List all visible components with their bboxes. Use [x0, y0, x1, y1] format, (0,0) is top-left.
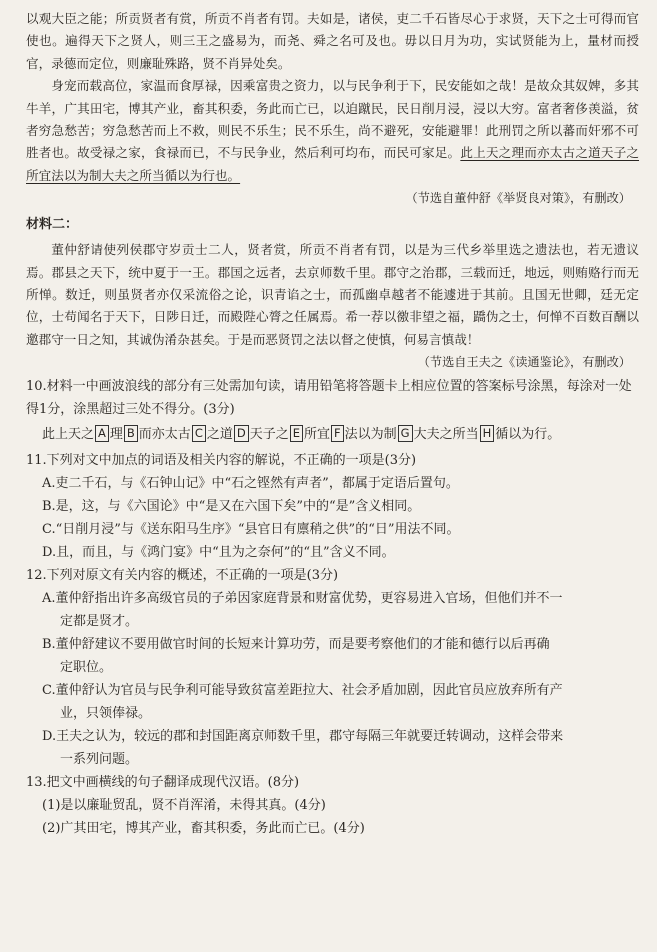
answer-box-e[interactable]: E [290, 425, 303, 442]
answer-box-g[interactable]: G [398, 425, 413, 442]
answer-box-h[interactable]: H [480, 425, 495, 442]
segment: 法以为制 [344, 427, 397, 443]
question-12-option-c-cont: 业，只领俸禄。 [60, 706, 152, 722]
question-12-option-b-cont: 定职位。 [60, 660, 113, 676]
question-13-stem: 13.把文中画横线的句子翻译成现代汉语。(8分) [26, 775, 300, 791]
question-11-option-c[interactable]: C.“日削月浸”与《送东阳马生序》“县官日有廪稍之供”的“日”用法不同。 [42, 522, 460, 538]
question-12-option-a[interactable]: A.董仲舒指出许多高级官员的子弟因家庭背景和财富优势，更容易进入官场，但他们并不一 [42, 591, 563, 607]
question-13-sentence-2: (2)广其田宅，博其产业，畜其积委，务此而亡已。(4分) [42, 821, 365, 837]
question-12-option-a-cont: 定都是贤才。 [60, 614, 139, 630]
segment: 大夫之所当 [413, 427, 479, 443]
question-11-stem: 11.下列对文中加点的词语及相关内容的解说，不正确的一项是(3分) [26, 453, 417, 469]
material1-paragraph-2-text: 身宠而载高位，家温而食厚禄，因乘富贵之资力，以与民争利于下，民安能如之哉！是故众其奴婢，多其牛羊，广其田宅，博其产业，畜其积委，务此而亡已，以迫蹴民，民日削月浸，浸以大穷。富者奢侈羡溢，贫者穷急愁苦；穷急愁苦而上不救，则民不乐生；民不乐生，尚不避死，安能避罪！此刑罚之所以蕃而奸邪不可胜者也。故受禄之家，食禄而已，不与民争业，然后利可均布，而民可家足。 [26, 78, 639, 161]
question-10-stem: 10.材料一中画波浪线的部分有三处需加句读，请用铅笔将答题卡上相应位置的答案标号涂黑，每涂对一处得1分，涂黑超过三处不得分。(3分) [26, 379, 632, 418]
material2-source: （节选自王夫之《读通鉴论》，有删改） [417, 355, 631, 370]
question-12-stem: 12.下列对原文有关内容的概述，不正确的一项是(3分) [26, 568, 339, 584]
material2-heading: 材料二： [26, 217, 79, 233]
material1-paragraph-2 [26, 75, 639, 187]
segment: 所宜 [304, 427, 331, 443]
question-12-option-c[interactable]: C.董仲舒认为官员与民争利可能导致贫富差距拉大、社会矛盾加剧，因此官员应放弃所有产 [42, 683, 563, 699]
question-11-option-d[interactable]: D.且，而且，与《鸿门宴》中“且为之奈何”的“且”含义不同。 [42, 545, 395, 561]
material2-paragraph: 董仲舒请使列侯郡守岁贡士二人，贤者赏，所贡不肖者有罚，以是为三代乡举里选之遗法也，若无遗议焉。郡县之天下，统中夏于一王。郡国之远者，去京师数千里。郡守之治郡，三载而迁，地远，则贿赂行而无所惮。数迁，则虽贤者亦仅采流俗之论，识青谄之士，而孤幽卓越者不能遽进于其前。且国无世卿，廷无定位，士苟闻名于天下，日陟日迁，而殿陛心膂之任属焉。希一荐以徼非望之福，蹻伪之士，何惮不百数百酬以邀郡守一日之知，其诚伪淆杂甚矣。于是而恶贤罚之法以督之使慎，何易言慎哉！ [26, 242, 639, 347]
question-12-option-d[interactable]: D.王夫之认为，较远的郡和封国距离京师数千里，郡守每隔三年就要迁转调动，这样会带来 [42, 729, 564, 745]
question-13-sentence-1: (1)是以廉耻贸乱，贤不肖浑淆，未得其真。(4分) [42, 798, 326, 814]
answer-box-a[interactable]: A [95, 425, 109, 442]
segment: 而亦太古 [138, 427, 191, 443]
material1-source: （节选自董仲舒《举贤良对策》，有删改） [405, 191, 631, 206]
wavy-underlined-sentence: 此上天之理而亦太古之道天子之所宜法以为制大夫之所当循以为行也。 [26, 145, 640, 183]
answer-box-c[interactable]: C [192, 425, 206, 442]
answer-box-d[interactable]: D [234, 425, 249, 442]
segment: 天子之 [249, 427, 289, 443]
question-11-option-b[interactable]: B.是，这，与《六国论》中“是又在六国下矣”中的“是”含义相同。 [42, 499, 421, 515]
segment: 此上天之 [42, 427, 95, 443]
answer-box-b[interactable]: B [124, 425, 138, 442]
material1-paragraph-1: 以观大臣之能；所贡贤者有赏，所贡不肖者有罚。夫如是，诸侯，吏二千石皆尽心于求贤，天下之士可得而官使也。遍得天下之贤人，则三王之盛易为，而尧、舜之名可及也。毋以日月为功，实试贤能为上，量材而授官，录德而定位，则廉耻殊路，贤不肖异处矣。 [26, 11, 639, 71]
punctuation-sequence [42, 423, 639, 447]
question-12-option-b[interactable]: B.董仲舒建议不要用做官时间的长短来计算功劳，而是要考察他们的才能和德行以后再确 [42, 637, 550, 653]
question-12-option-d-cont: 一系列问题。 [60, 752, 139, 768]
segment: 之道 [206, 427, 233, 443]
segment: 理 [109, 427, 123, 443]
question-11-option-a[interactable]: A.吏二千石，与《石钟山记》中“石之铿然有声者”，都属于定语后置句。 [42, 476, 459, 492]
segment: 循以为行。 [495, 427, 561, 443]
answer-box-f[interactable]: F [331, 425, 344, 442]
